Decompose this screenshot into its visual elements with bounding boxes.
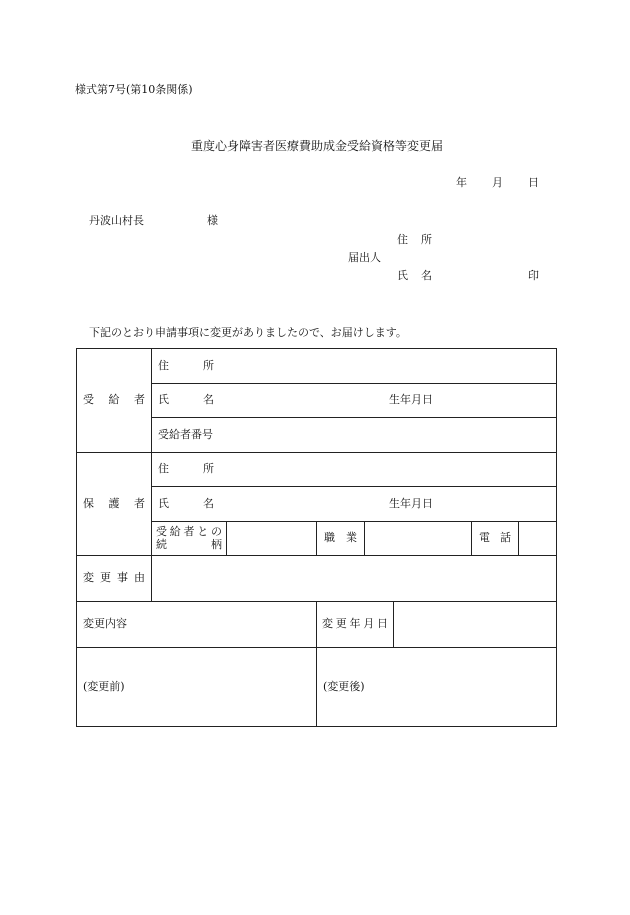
guardian-phone-input[interactable] <box>519 522 557 556</box>
change-date-input[interactable] <box>394 602 557 648</box>
before-label: (変更前) <box>83 679 125 693</box>
date-year: 年 <box>456 176 467 189</box>
applicant-address-label-2: 所 <box>421 233 432 246</box>
applicant-address-label-1: 住 <box>397 233 408 246</box>
addressee-honorific: 様 <box>207 214 218 227</box>
recipient-id-number-label: 受給者番号 <box>158 427 213 441</box>
applicant-name-label-1: 氏 <box>397 269 408 282</box>
document-title: 重度心身障害者医療費助成金受給資格等変更届 <box>191 139 444 153</box>
applicant-label: 届出人 <box>348 251 381 264</box>
before-cell[interactable] <box>77 648 317 727</box>
reason-input[interactable] <box>152 556 557 602</box>
guardian-name-cell[interactable]: 氏 名 生年月日 <box>152 487 557 522</box>
date-month: 月 <box>492 176 503 189</box>
change-content-label: 変更内容 <box>77 602 317 648</box>
change-form-table <box>76 348 557 727</box>
guardian-occupation-input[interactable] <box>365 522 472 556</box>
guardian-address-cell[interactable]: 住 所 <box>152 453 557 487</box>
form-number: 様式第7号(第10条関係) <box>75 83 193 96</box>
seal-label: 印 <box>528 269 539 282</box>
addressee-name: 丹波山村長 <box>89 214 144 227</box>
guardian-occupation-label: 職 業 <box>317 522 365 556</box>
guardian-header: 保 護 者 <box>77 453 152 556</box>
guardian-relation-label: 受 給 者 と の 続 柄 <box>152 522 227 556</box>
recipient-id-number-cell[interactable] <box>152 418 557 453</box>
recipient-address-cell[interactable]: 住 所 <box>152 349 557 384</box>
guardian-phone-label: 電 話 <box>472 522 519 556</box>
intro-text: 下記のとおり申請事項に変更がありましたので、お届けします。 <box>89 326 407 339</box>
recipient-header: 受 給 者 <box>77 349 152 453</box>
after-cell[interactable] <box>317 648 557 727</box>
change-date-label: 変 更 年 月 日 <box>317 602 394 648</box>
reason-label: 変 更 事 由 <box>77 556 152 602</box>
recipient-name-cell[interactable]: 氏 名 生年月日 <box>152 384 557 418</box>
applicant-name-label-2: 名 <box>421 269 432 282</box>
after-label: (変更後) <box>323 679 365 693</box>
guardian-relation-input[interactable] <box>227 522 317 556</box>
guardian-birthdate-label: 生年月日 <box>389 496 433 510</box>
recipient-birthdate-label: 生年月日 <box>389 393 433 407</box>
date-day: 日 <box>528 176 539 189</box>
